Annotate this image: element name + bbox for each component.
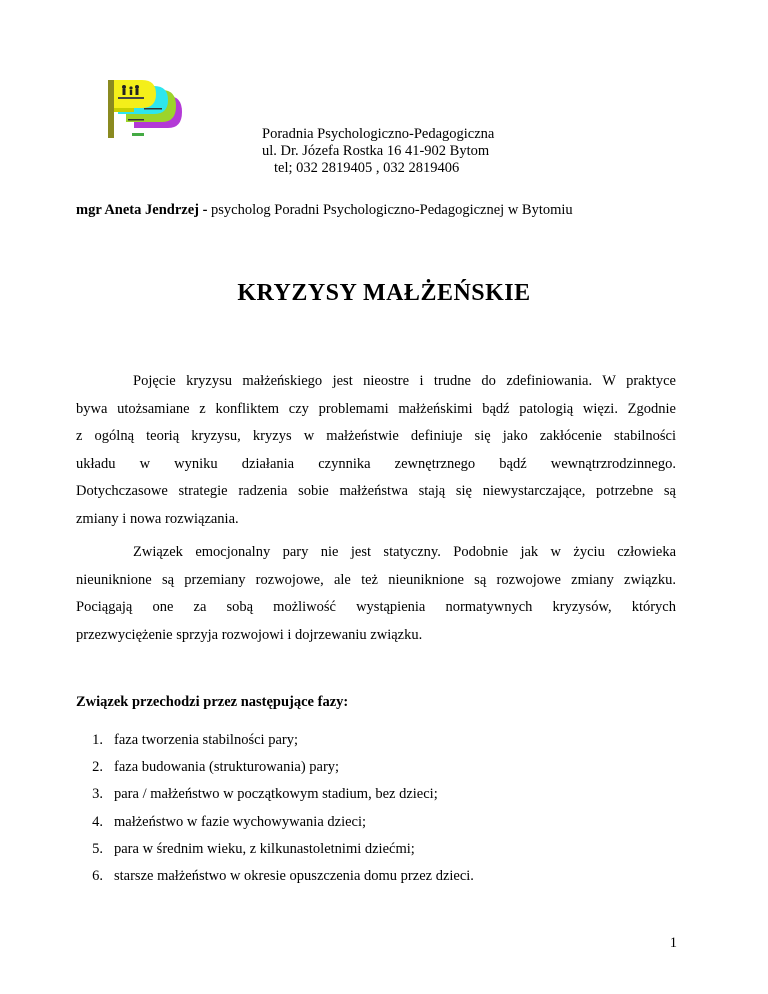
paragraph-line: Pojęcie kryzysu małżeńskiego jest nieostre i trudne do zdefiniowania. W praktyce	[133, 373, 676, 389]
paragraph-1	[76, 368, 676, 533]
list-item	[76, 866, 474, 893]
list-item	[76, 784, 438, 811]
poradnia-logo	[104, 78, 184, 140]
list-item	[76, 839, 415, 866]
paragraph-line: Związek emocjonalny pary nie jest statyczny. Podobnie jak w życiu człowieka	[133, 544, 676, 560]
list-number: 1.	[92, 732, 103, 748]
institution-name: Poradnia Psychologiczno-Pedagogiczna	[262, 126, 495, 142]
list-item	[76, 812, 367, 839]
list-item	[76, 757, 340, 784]
document-title: KRYZYSY MAŁŻEŃSKIE	[237, 280, 531, 306]
paragraph-line: nieuniknione są przemiany rozwojowe, ale też nieuniknione są rozwojowe zmiany związku.	[76, 571, 676, 588]
phases-list	[76, 730, 474, 893]
paragraph-line: układu w wyniku działania czynnika zewnętrznego bądź wewnątrzrodzinnego.	[76, 455, 676, 472]
list-number: 6.	[92, 867, 103, 884]
author-role: psycholog Poradni Psychologiczno-Pedagogicznej w Bytomiu	[207, 202, 573, 218]
list-text: para w średnim wieku, z kilkunastoletnimi dziećmi;	[114, 840, 415, 857]
list-number: 5.	[92, 840, 103, 857]
list-text: małżeństwo w fazie wychowywania dzieci;	[114, 813, 367, 830]
paragraph-2	[76, 539, 676, 649]
page-number: 1	[669, 935, 677, 951]
paragraph-line: zmiany i nowa rozwiązania.	[76, 510, 239, 527]
paragraph-line: Dotychczasowe strategie radzenia sobie małżeństwa stają się niewystarczające, potrzebne są	[76, 483, 676, 499]
paragraph-line: przezwyciężenie sprzyja rozwojowi i dojrzewaniu związku.	[76, 626, 423, 643]
institution-phone: tel; 032 2819405 , 032 2819406	[274, 160, 460, 176]
author-name: mgr Aneta Jendrzej -	[76, 202, 208, 218]
phases-heading: Związek przechodzi przez następujące fazy:	[76, 694, 349, 710]
list-number: 3.	[92, 786, 103, 803]
logo-family-figures	[122, 85, 139, 95]
institution-address: ul. Dr. Józefa Rostka 16 41-902 Bytom	[262, 143, 490, 159]
author-line	[76, 202, 573, 219]
list-number: 4.	[92, 813, 103, 830]
list-item	[76, 730, 298, 757]
list-text: faza tworzenia stabilności pary;	[114, 732, 298, 748]
list-text: para / małżeństwo w początkowym stadium, bez dzieci;	[114, 786, 438, 803]
list-number: 2.	[92, 759, 103, 776]
paragraph-line: Pociągają one za sobą możliwość wystąpienia normatywnych kryzysów, których	[76, 599, 676, 615]
list-text: faza budowania (strukturowania) pary;	[114, 759, 340, 776]
paragraph-line: bywa utożsamiane z konfliktem czy problemami małżeńskimi bądź patologią więzi. Zgodnie	[76, 400, 676, 417]
list-text: starsze małżeństwo w okresie opuszczenia domu przez dzieci.	[114, 867, 474, 884]
paragraph-line: z ogólną teorią kryzysu, kryzys w małżeństwie definiuje się jako zakłócenie stabilności	[76, 428, 676, 444]
